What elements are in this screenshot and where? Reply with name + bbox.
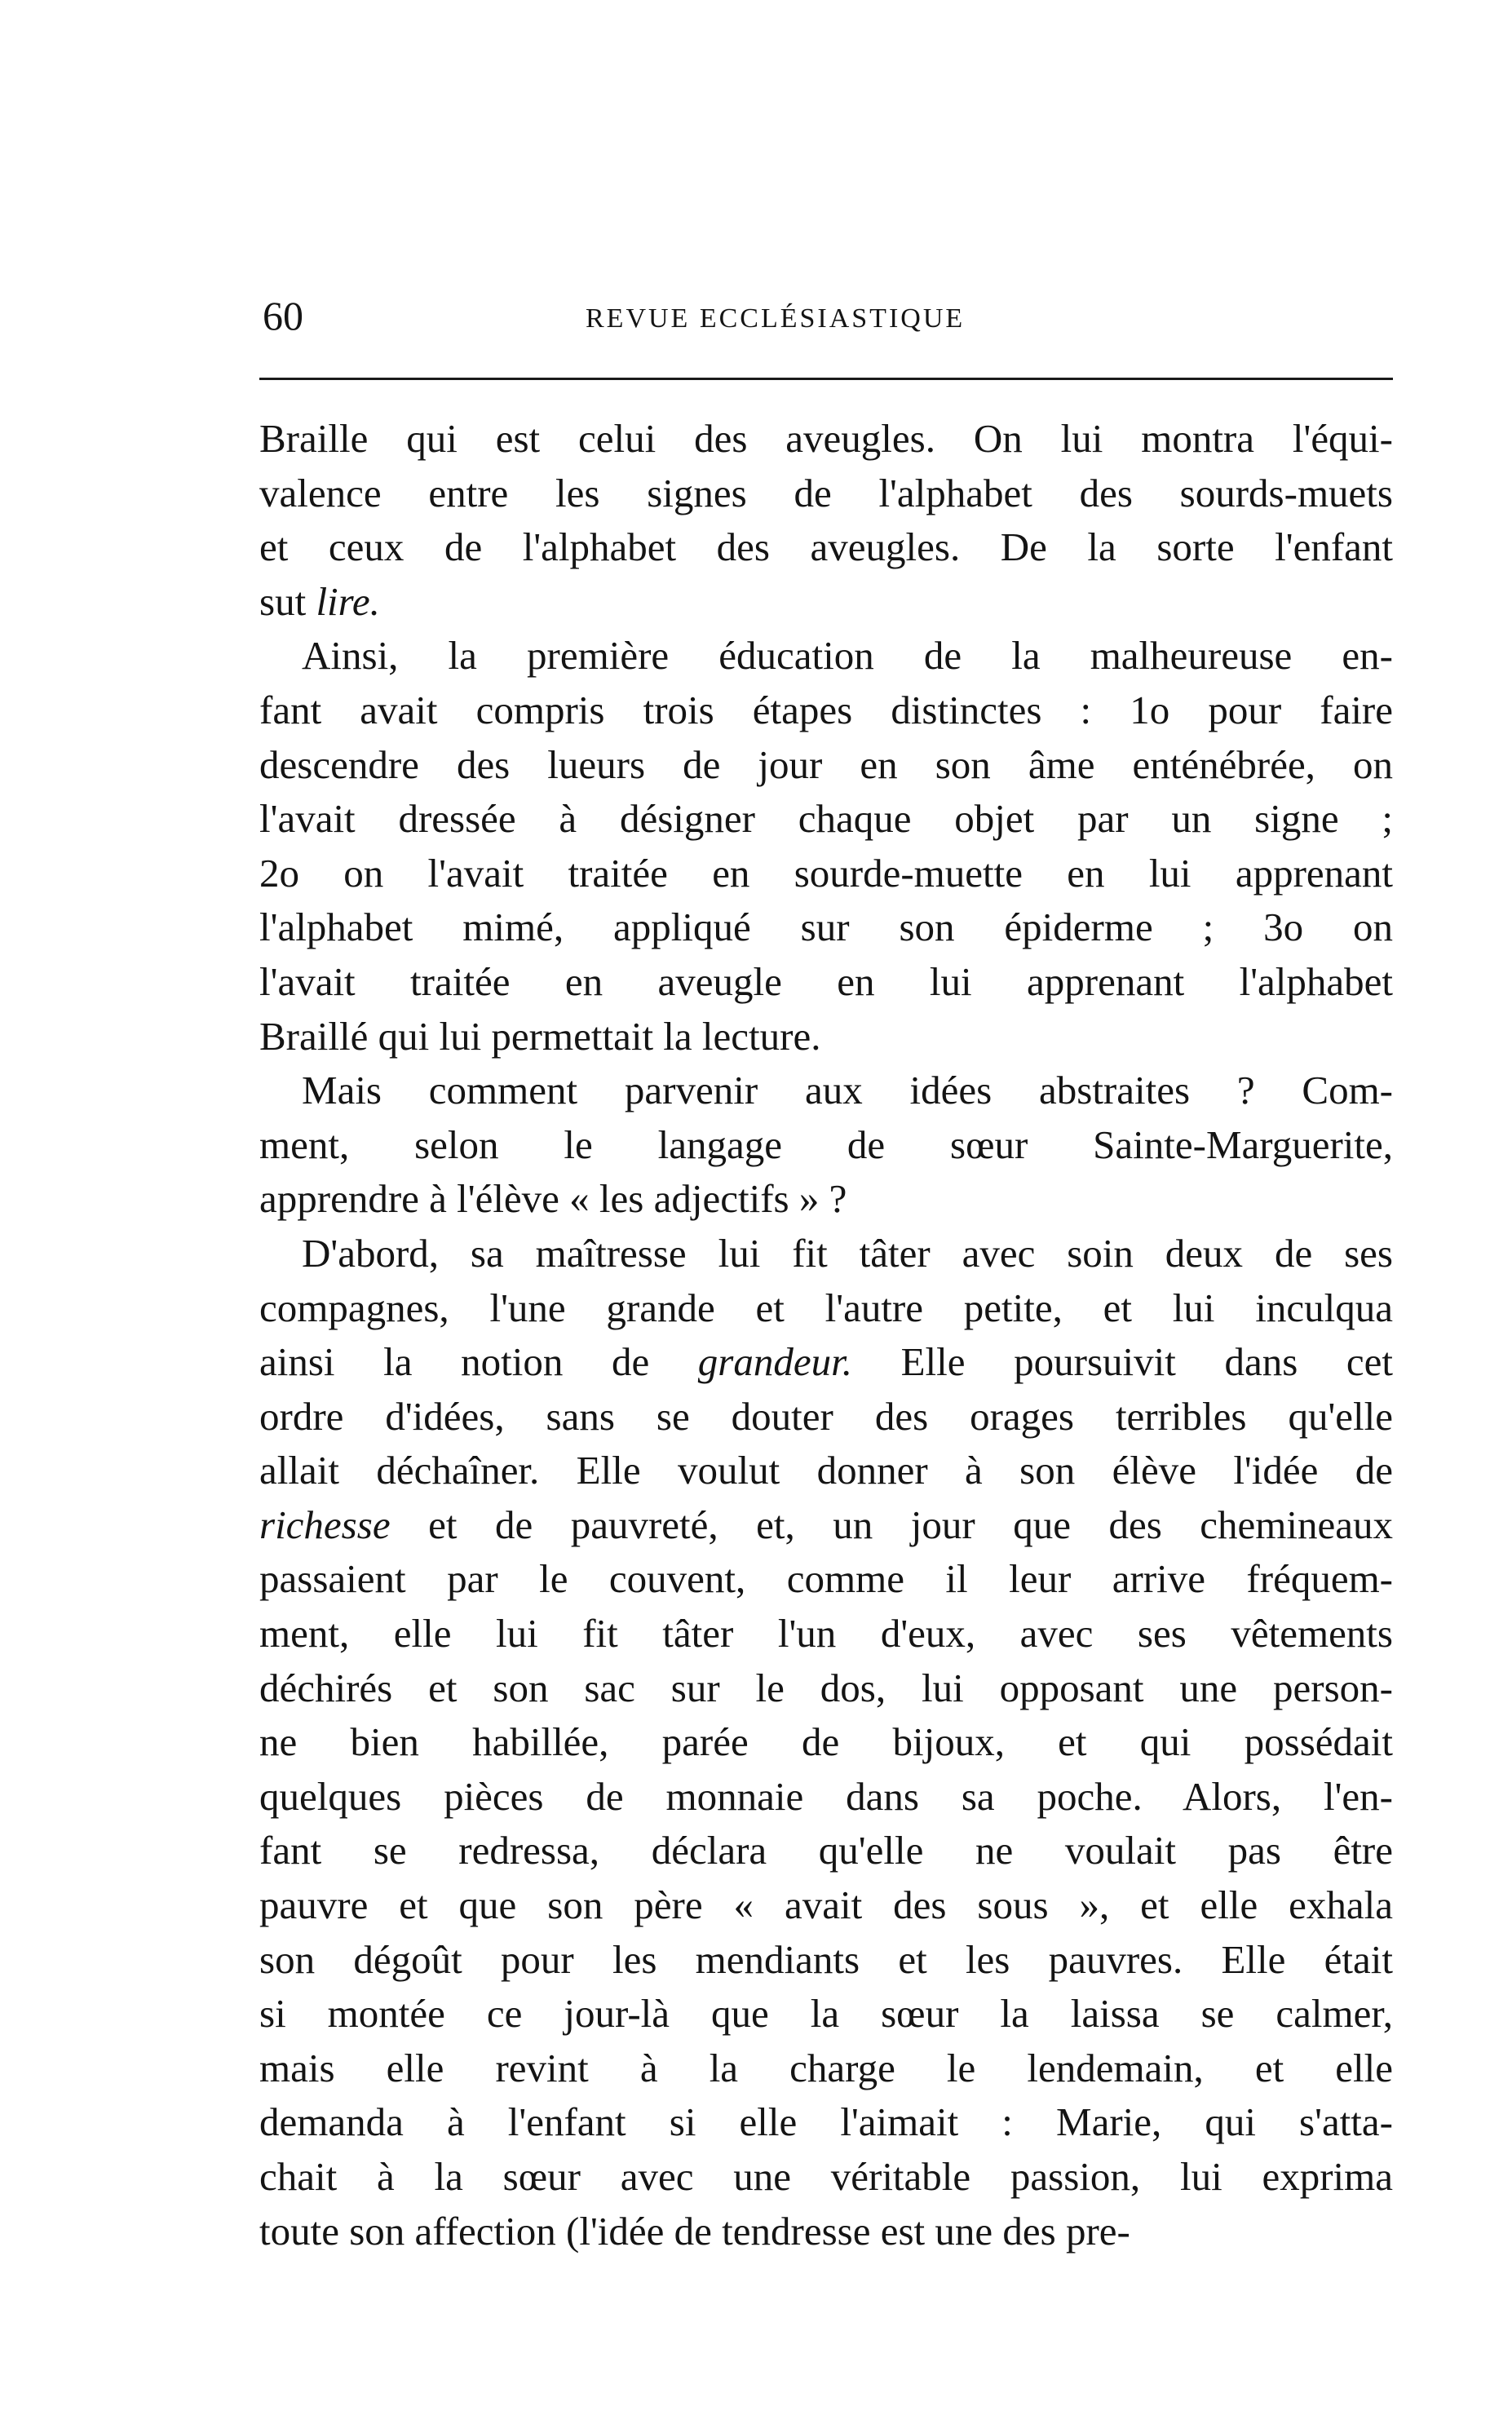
text-line [259,1390,1393,1444]
text-line [259,2095,1393,2150]
text-segment: richesse [259,1502,391,1547]
text-segment: allait déchaîner. Elle voulut donner à son élève l'idée de [259,1448,1393,1493]
text-line [259,1552,1393,1607]
text-segment: sut [259,578,316,624]
text-line [259,1878,1393,1933]
text-segment: quelques pièces de monnaie dans sa poche. Alors, l'en- [259,1773,1393,1819]
text-line [259,1770,1393,1825]
text-segment: son dégoût pour les mendiants et les pauvres. Elle était [259,1936,1393,1982]
text-line [259,1064,1393,1118]
text-segment: 2o on l'avait traitée en sourde-muette en lui apprenant [259,850,1393,896]
text-line [259,683,1393,738]
text-segment: Braillé qui lui permettait la lecture. [259,1013,821,1059]
text-line [259,1281,1393,1336]
text-segment: ne bien habillée, parée de bijoux, et qui possédait [259,1719,1393,1765]
running-title: REVUE ECCLÉSIASTIQUE [586,303,966,334]
text-segment: apprendre à l'élève « les adjectifs » ? [259,1176,847,1222]
text-line [259,847,1393,901]
text-segment: chait à la sœur avec une véritable passion, lui exprima [259,2154,1393,2199]
text-line [259,1444,1393,1498]
text-line [259,1010,1393,1064]
page-number: 60 [263,293,303,338]
header-rule [259,378,1393,380]
text-segment: Mais comment parvenir aux idées abstraites ? Com- [302,1068,1393,1113]
text-line [259,1987,1393,2041]
text-line [259,2150,1393,2205]
text-line [259,2205,1393,2259]
text-segment: Ainsi, la première éducation de la malheureuse en- [302,633,1393,679]
text-line [259,1227,1393,1281]
text-segment: l'alphabet mimé, appliqué sur son épiderme ; 3o on [259,905,1393,950]
text-segment: ment, elle lui fit tâter l'un d'eux, avec ses vêtements [259,1611,1393,1657]
text-line [259,738,1393,793]
text-segment: si montée ce jour-là que la sœur la laissa se calmer, [259,1991,1393,2037]
text-segment: l'avait traitée en aveugle en lui apprenant l'alphabet [259,958,1393,1004]
text-line [259,575,1393,630]
text-line [259,629,1393,683]
text-line [259,900,1393,955]
text-segment: D'abord, sa maîtresse lui fit tâter avec soin deux de ses [302,1230,1393,1276]
text-segment: grandeur. [697,1339,853,1385]
text-line [259,412,1393,467]
text-segment: mais elle revint à la charge le lendemain, et elle [259,2045,1393,2090]
text-segment: compagnes, l'une grande et l'autre petite, et lui inculqua [259,1285,1393,1330]
text-line [259,520,1393,575]
text-segment: et de pauvreté, et, un jour que des chemineaux [390,1502,1393,1547]
text-line [259,1607,1393,1661]
text-line [259,955,1393,1010]
text-segment: ordre d'idées, sans se douter des orages terribles qu'elle [259,1393,1393,1439]
text-line [259,1824,1393,1878]
text-segment: passaient par le couvent, comme il leur arrive fréquem- [259,1556,1393,1602]
text-segment: Elle poursuivit dans cet [852,1339,1393,1385]
text-segment: demanda à l'enfant si elle l'aimait : Marie, qui s'atta- [259,2099,1393,2145]
text-line [259,1498,1393,1553]
body-text [259,412,1393,2258]
text-segment: fant avait compris trois étapes distinctes : 1o pour faire [259,687,1393,732]
text-segment: valence entre les signes de l'alphabet des sourds-muets [259,470,1393,515]
text-line [259,792,1393,847]
text-segment: lire. [316,578,380,624]
page-header [259,287,1393,344]
text-segment: ainsi la notion de [259,1339,698,1385]
text-segment: fant se redressa, déclara qu'elle ne voulait pas être [259,1828,1393,1873]
text-line [259,1715,1393,1770]
text-line [259,467,1393,521]
text-segment: pauvre et que son père « avait des sous », et elle exhala [259,1882,1393,1928]
text-segment: et ceux de l'alphabet des aveugles. De la sorte l'enfant [259,524,1393,570]
text-line [259,1172,1393,1227]
text-segment: descendre des lueurs de jour en son âme enténébrée, on [259,741,1393,787]
text-line [259,2041,1393,2096]
text-line [259,1118,1393,1173]
text-segment: déchirés et son sac sur le dos, lui opposant une person- [259,1665,1393,1710]
text-segment: l'avait dressée à désigner chaque objet par un signe ; [259,796,1393,842]
text-segment: toute son affection (l'idée de tendresse est une des pre- [259,2208,1130,2254]
text-segment: ment, selon le langage de sœur Sainte-Marguerite, [259,1121,1393,1167]
text-segment: Braille qui est celui des aveugles. On lui montra l'équi- [259,416,1393,461]
text-line [259,1335,1393,1390]
text-line [259,1933,1393,1988]
text-line [259,1661,1393,1716]
